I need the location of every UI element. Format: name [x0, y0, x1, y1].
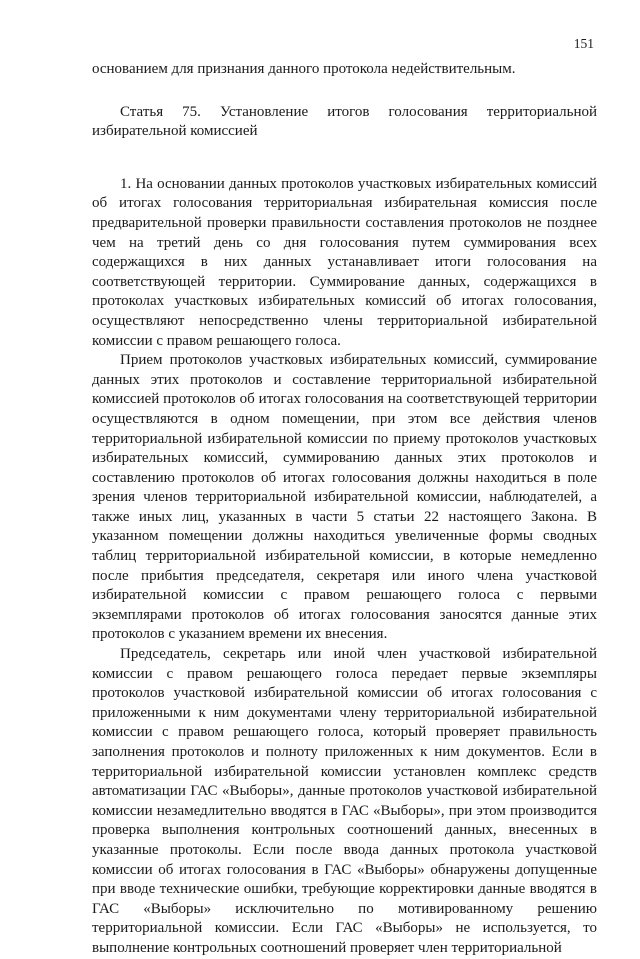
page-number: 151: [573, 36, 594, 51]
paragraph-2: Прием протоколов участковых избирательных комиссий, суммирование данных этих протоколов и составление территориальной избирательной комиссией протоколов об итогах голосования на соответствующей территории осуществляются в одном помещении, при этом все действия членов территориальной избирательной комиссии по приему протоколов участковых избирательных комиссий, суммированию данных этих протоколов и составлению протоколов об итогах голосования должны находиться в поле зрения членов территориальной избирательной комиссии, наблюдателей, а также иных лиц, указанных в части 5 статьи 22 настоящего Закона. В указанном помещении должны находиться увеличенные формы сводных таблиц территориальной избирательной комиссии, в которые немедленно после прибытия председателя, секретаря или иного члена участковой избирательной комиссии с правом решающего голоса с первыми экземплярами протоколов об итогах голосования заносятся данные этих протоколов с указанием времени их внесения.: [92, 352, 597, 643]
continuation-line: основанием для признания данного протокола недействительным.: [92, 61, 516, 77]
paragraph-1: 1. На основании данных протоколов участковых избирательных комиссий об итогах голосования территориальная избирательная комиссия после предварительной проверки правильности составления протоколов не позднее чем на третий день со дня голосования путем суммирования всех содержащихся в них данных устанавливает итоги голосования на соответствующей территории. Суммирование данных, содержащихся в протоколах участковых избирательных комиссий об итогах голосования, осуществляют непосредственно члены территориальной избирательной комиссии с правом решающего голоса.: [92, 175, 597, 349]
paragraph-3: Председатель, секретарь или иной член участковой избирательной комиссии с правом решающего голоса передает первые экземпляры протоколов участковой избирательной комиссии об итогах голосования с приложенными к ним документами члену территориальной избирательной комиссии с правом решающего голоса, который проверяет правильность заполнения протоколов и полноту приложенных к ним документов. Если в территориальной избирательной комиссии установлен комплекс средств автоматизации ГАС «Выборы», данные протоколов участковой избирательной комиссии незамедлительно вводятся в ГАС «Выборы», при этом производится проверка выполнения контрольных соотношений данных, внесенных в указанные протоколы. Если после ввода данных протокола участковой комиссии об итогах голосования в ГАС «Выборы» обнаружены допущенные при вводе технические ошибки, требующие корректировки данные вводятся в ГАС «Выборы» исключительно по мотивированному решению территориальной комиссии. Если ГАС «Выборы» не используется, то выполнение контрольных соотношений проверяет член территориальной: [92, 646, 597, 956]
document-body: [92, 60, 597, 959]
article-heading: Статья 75. Установление итогов голосования территориальной избирательной комиссией: [92, 103, 597, 140]
